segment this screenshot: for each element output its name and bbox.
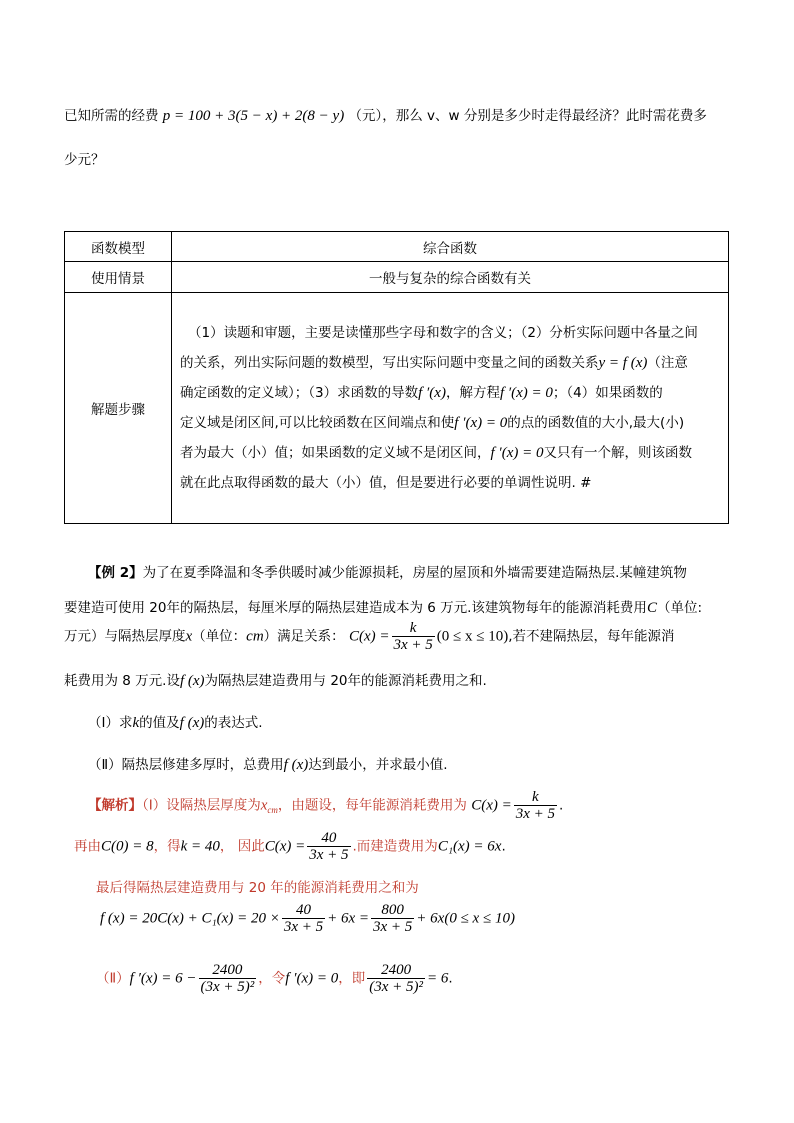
example-line-3: 万元）与隔热层厚度x（单位：cm）满足关系： C(x) = $\frac{k}{3x + 5}$ (0 ≤ x ≤ 10),若不建隔热层，每年能源消 bbox=[64, 620, 675, 653]
fraction: $\frac{k}{3x + 5}$ bbox=[393, 620, 433, 653]
example-line-4: 耗费用为 8 万元.设f (x)为隔热层建造费用与 20年的能源消耗费用之和. bbox=[64, 673, 487, 689]
fraction: $\frac{k}{3x + 5}$ bbox=[515, 789, 556, 822]
row-value-steps bbox=[172, 293, 729, 524]
solution-line-5: （Ⅱ）f ′(x) = 6 − $\frac{2400}{\text{(3x + 5)²}}$ ，令f ′(x) = 0，即 $\frac{2400}{\text{(3x + 5)²}}$ = 6. bbox=[96, 962, 453, 995]
solution-line-1: 【解析】（Ⅰ）设隔热层厚度为$x_{cm}$，由题设，每年能源消耗费用为 C(x) = $\frac{k}{3x + 5}$ . bbox=[88, 789, 564, 822]
step-line: 定义域是闭区间,可以比较函数在区间端点和使f ′(x) = 0的点的函数值的大小,最大(小) bbox=[180, 415, 685, 431]
problem-line-2: 少元？ bbox=[64, 152, 105, 168]
example-line-1: 【例 2】为了在夏季降温和冬季供暖时减少能源损耗，房屋的屋顶和外墙需要建造隔热层.某幢建筑物 bbox=[88, 565, 687, 581]
text: （元），那么 v、w 分别是多少时走得最经济？此时需花费多 bbox=[348, 108, 707, 124]
step-line: 者为最大（小）值；如果函数的定义域不是闭区间，f ′(x) = 0又只有一个解，则该函数 bbox=[180, 445, 692, 461]
text: 已知所需的经费 bbox=[64, 108, 159, 124]
question-1: （Ⅰ）求k的值及f (x)的表达式. bbox=[88, 715, 263, 731]
problem-line-1 bbox=[64, 104, 707, 125]
step-line: （1）读题和审题，主要是读懂那些字母和数字的含义；（2）分析实际问题中各量之间 bbox=[188, 325, 698, 341]
row-label-steps: 解题步骤 bbox=[65, 293, 172, 524]
cost-formula: p = 100 + 3(5 − x) + 2(8 − y) bbox=[162, 108, 345, 124]
fraction: $\frac{40}{3x + 5}$ bbox=[283, 902, 324, 935]
question-2: （Ⅱ）隔热层修建多厚时，总费用f (x)达到最小，并求最小值. bbox=[88, 757, 448, 773]
row-value-scenario: 一般与复杂的综合函数有关 bbox=[172, 262, 729, 293]
step-line: 确定函数的定义域）；（3）求函数的导数f ′(x)，解方程f ′(x) = 0；（4）如果函数的 bbox=[180, 385, 663, 401]
summary-table bbox=[64, 231, 729, 524]
step-line: 的关系，列出实际问题的数模型，写出实际问题中变量之间的函数关系y = f (x)（注意 bbox=[180, 355, 688, 371]
fraction: $\frac{40}{3x + 5}$ bbox=[309, 830, 349, 863]
solution-line-4: f (x) = 20C(x) + C₁(x) = 20 × $\frac{40}{3x + 5}$ + 6x = $\frac{800}{3x + 5}$ + 6x(0 ≤ x ≤ 10) bbox=[100, 902, 515, 935]
formula-cx: C(x) = bbox=[348, 628, 390, 645]
row-label-model: 函数模型 bbox=[65, 232, 172, 262]
step-line: 就在此点取得函数的最大（小）值，但是要进行必要的单调性说明. # bbox=[180, 475, 592, 491]
fraction: $\frac{2400}{\text{(3x + 5)²}}$ bbox=[200, 962, 255, 995]
solution-line-3: 最后得隔热层建造费用与 20 年的能源消耗费用之和为 bbox=[96, 880, 419, 896]
row-value-model: 综合函数 bbox=[172, 232, 729, 262]
solution-tag: 【解析】 bbox=[88, 797, 142, 814]
row-label-scenario: 使用情景 bbox=[65, 262, 172, 293]
fraction: $\frac{800}{3x + 5}$ bbox=[373, 902, 413, 935]
fraction: $\frac{2400}{\text{(3x + 5)²}}$ bbox=[369, 962, 424, 995]
example-line-2: 要建造可使用 20年的隔热层，每厘米厚的隔热层建造成本为 6 万元.该建筑物每年的能源消耗费用C（单位: bbox=[64, 600, 703, 616]
solution-line-2: 再由C(0) = 8，得k = 40， 因此C(x) = $\frac{40}{3x + 5}$ .而建造费用为C₁(x) = 6x. bbox=[74, 830, 506, 863]
example-tag: 【例 2】 bbox=[88, 565, 143, 581]
